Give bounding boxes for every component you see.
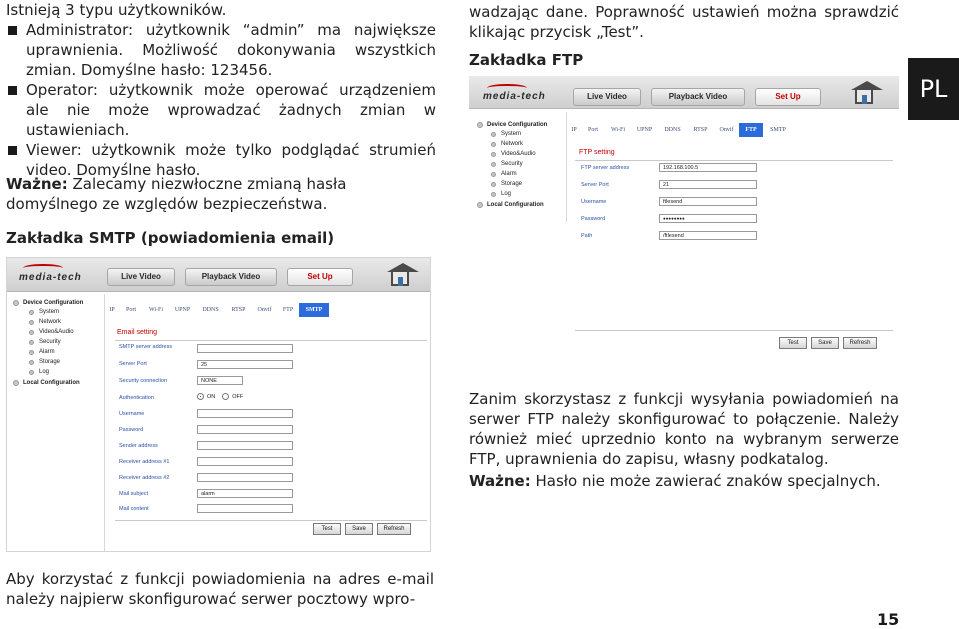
sidebar-item-system[interactable]: System (29, 309, 104, 315)
ftp-instructions: Zanim skorzystasz z funkcji wysyłania powiadomień na serwer FTP należy skonfigurować to połączenie. Należy również mieć uprzednio konto na wybranym serwerze FTP, uprawnienia do zapisu, własny podkatalog. (469, 390, 899, 468)
field-label: Mail content (119, 506, 149, 512)
field-label: Password (119, 427, 144, 433)
logo-swoosh (23, 264, 63, 272)
smtp-instructions: Aby korzystać z funkcji powiadomienia na adres e-mail należy najpierw skonfigurować serwer pocztowy wpro- (6, 570, 434, 608)
security-note (6, 174, 436, 214)
home-icon[interactable] (855, 88, 873, 104)
field-label: SMTP server address (119, 344, 173, 350)
server-port-input[interactable]: 25 (197, 360, 293, 369)
password-input[interactable]: ●●●●●●●● (659, 214, 757, 223)
mail-subject-input[interactable]: alarm (197, 489, 293, 498)
field-label: Password (581, 216, 606, 222)
mail-content-input[interactable] (197, 504, 293, 513)
test-button[interactable]: Test (313, 523, 341, 535)
ftp-heading: Zakładka FTP (469, 51, 584, 69)
bullet-icon (29, 370, 34, 375)
smtp-heading: Zakładka SMTP (powiadomienia email) (6, 229, 335, 247)
tab-ftp[interactable]: FTP (282, 307, 294, 313)
ftp-screenshot (469, 76, 899, 359)
sender-address-input[interactable] (197, 441, 293, 450)
gear-icon (477, 202, 483, 208)
tab-rtsp[interactable]: RTSP (231, 307, 246, 313)
username-input[interactable] (197, 409, 293, 418)
auth-radio-group: ON OFF (197, 393, 243, 400)
bullet-icon (491, 142, 496, 147)
gear-icon (477, 122, 483, 128)
password-input[interactable] (197, 425, 293, 434)
sidebar-head[interactable]: Device Configuration (13, 300, 104, 306)
sidebar-item-system[interactable]: System (491, 131, 566, 137)
nav-setup[interactable]: Set Up (287, 268, 353, 286)
app-logo: media-tech (483, 91, 546, 102)
divider (575, 330, 893, 331)
bullet-icon (29, 360, 34, 365)
note-text: Hasło nie może zawierać znaków specjalnych. (530, 472, 881, 490)
bullet-icon (491, 172, 496, 177)
receiver-2-input[interactable] (197, 473, 293, 482)
intro-text: Istnieją 3 typu użytkowników. (6, 1, 227, 19)
smtp-server-input[interactable] (197, 344, 293, 353)
field-label: Security connection (119, 378, 167, 384)
tab-ddns[interactable]: DDNS (202, 307, 219, 313)
smtp-instructions-continued: wadzając dane. Poprawność ustawień można sprawdzić klikając przycisk „Test”. (469, 3, 899, 41)
sidebar (7, 294, 105, 552)
bullet-icon (29, 330, 34, 335)
ftp-note (469, 471, 899, 491)
note-text: Zalecamy niezwłoczne zmianą hasła domyślnego ze względów bezpieczeństwa. (6, 175, 347, 213)
sidebar-head[interactable]: Device Configuration (477, 122, 566, 128)
bullet-icon (491, 182, 496, 187)
sidebar-item-video-audio[interactable]: Video&Audio (491, 151, 566, 157)
list-item: Viewer: użytkownik może tylko podglądać strumień video. Domyślne hasło. (6, 140, 436, 180)
bullet-icon (29, 350, 34, 355)
list-item: Operator: użytkownik może operować urządzeniem ale nie może wprowadzać żadnych zmian w ustawieniach. (6, 80, 436, 140)
field-label: Path (581, 233, 593, 239)
field-label: Server Port (119, 361, 147, 367)
sidebar (469, 112, 567, 222)
field-label: Username (119, 411, 145, 417)
bullet-icon (491, 152, 496, 157)
tab-port[interactable]: Port (125, 307, 136, 313)
settings-tabs (105, 304, 329, 317)
tab-ftp[interactable]: FTP (739, 123, 763, 137)
panel-title: FTP setting (579, 149, 615, 156)
tab-ip[interactable]: IP (109, 307, 115, 313)
field-label: Username (581, 199, 607, 205)
sidebar-item-video-audio[interactable]: Video&Audio (29, 329, 104, 335)
receiver-1-input[interactable] (197, 457, 293, 466)
sidebar-item-alarm[interactable]: Alarm (491, 171, 566, 177)
field-label: Server Port (581, 182, 609, 188)
tab-upnp[interactable]: UPNP (636, 127, 653, 133)
tab-wifi[interactable]: Wi-Fi (148, 307, 164, 313)
tab-smtp[interactable]: SMTP (299, 303, 329, 317)
tab-onvif[interactable]: Onvif (719, 127, 734, 133)
ftp-server-input[interactable]: 192.168.100.5 (659, 163, 757, 172)
save-button[interactable]: Save (811, 337, 839, 349)
server-port-input[interactable]: 21 (659, 180, 757, 189)
refresh-button[interactable]: Refresh (843, 337, 877, 349)
security-select[interactable]: NONE (197, 376, 243, 385)
path-input[interactable]: /ftlesend (659, 231, 757, 240)
gear-icon (13, 300, 19, 306)
sidebar-item-alarm[interactable]: Alarm (29, 349, 104, 355)
field-label: Receiver address #1 (119, 459, 170, 465)
field-label: Mail subject (119, 491, 149, 497)
bullet-icon (29, 310, 34, 315)
nav-live-video[interactable]: Live Video (573, 88, 641, 106)
sidebar-item-log[interactable]: Log (491, 191, 566, 197)
tab-onvif[interactable]: Onvif (257, 307, 272, 313)
settings-tabs (567, 124, 793, 137)
language-tab: PL (908, 58, 959, 120)
nav-setup[interactable]: Set Up (755, 88, 821, 106)
list-item: Administrator: użytkownik “admin” ma największe uprawnienia. Możliwość dokonywania wszystkich zmian. Domyślne hasło: 123456. (6, 20, 436, 80)
test-button[interactable]: Test (779, 337, 807, 349)
note-label: Ważne: (469, 472, 531, 490)
field-label: FTP server address (581, 165, 630, 171)
user-types-list (6, 20, 436, 180)
home-icon[interactable] (391, 270, 409, 286)
tab-port[interactable]: Port (587, 127, 598, 133)
tab-rtsp[interactable]: RTSP (693, 127, 708, 133)
panel-title: Email setting (117, 329, 158, 336)
divider (115, 520, 427, 521)
sidebar-item-network[interactable]: Network (491, 141, 566, 147)
nav-playback-video[interactable]: Playback Video (651, 88, 745, 106)
field-label: Receiver address #2 (119, 475, 170, 481)
sidebar-item-security[interactable]: Security (491, 161, 566, 167)
sidebar-item-security[interactable]: Security (29, 339, 104, 345)
app-logo: media-tech (19, 272, 82, 283)
divider (575, 160, 893, 161)
sidebar-item-storage[interactable]: Storage (29, 359, 104, 365)
sidebar-item-network[interactable]: Network (29, 319, 104, 325)
field-label: Authentication (119, 395, 154, 401)
gear-icon (13, 380, 19, 386)
auth-on-radio[interactable] (197, 393, 204, 400)
username-input[interactable]: ftlesend (659, 197, 757, 206)
divider (115, 340, 427, 341)
refresh-button[interactable]: Refresh (377, 523, 411, 535)
auth-off-radio[interactable] (222, 393, 229, 400)
save-button[interactable]: Save (345, 523, 373, 535)
sidebar-foot[interactable]: Local Configuration (13, 380, 104, 386)
bullet-icon (29, 320, 34, 325)
bullet-icon (491, 162, 496, 167)
smtp-screenshot (6, 257, 431, 552)
tab-ip[interactable]: IP (571, 127, 577, 133)
note-label: Ważne: (6, 175, 68, 193)
bullet-icon (491, 132, 496, 137)
sidebar-foot[interactable]: Local Configuration (477, 202, 566, 208)
nav-live-video[interactable]: Live Video (107, 268, 175, 286)
tab-ddns[interactable]: DDNS (664, 127, 681, 133)
tab-smtp[interactable]: SMTP (770, 127, 786, 133)
sidebar-item-log[interactable]: Log (29, 369, 104, 375)
tab-wifi[interactable]: Wi-Fi (610, 127, 626, 133)
page-number: 15 (877, 610, 900, 629)
nav-playback-video[interactable]: Playback Video (185, 268, 277, 286)
field-label: Sender address (119, 443, 158, 449)
tab-upnp[interactable]: UPNP (174, 307, 191, 313)
sidebar-item-storage[interactable]: Storage (491, 181, 566, 187)
bullet-icon (491, 192, 496, 197)
bullet-icon (29, 340, 34, 345)
